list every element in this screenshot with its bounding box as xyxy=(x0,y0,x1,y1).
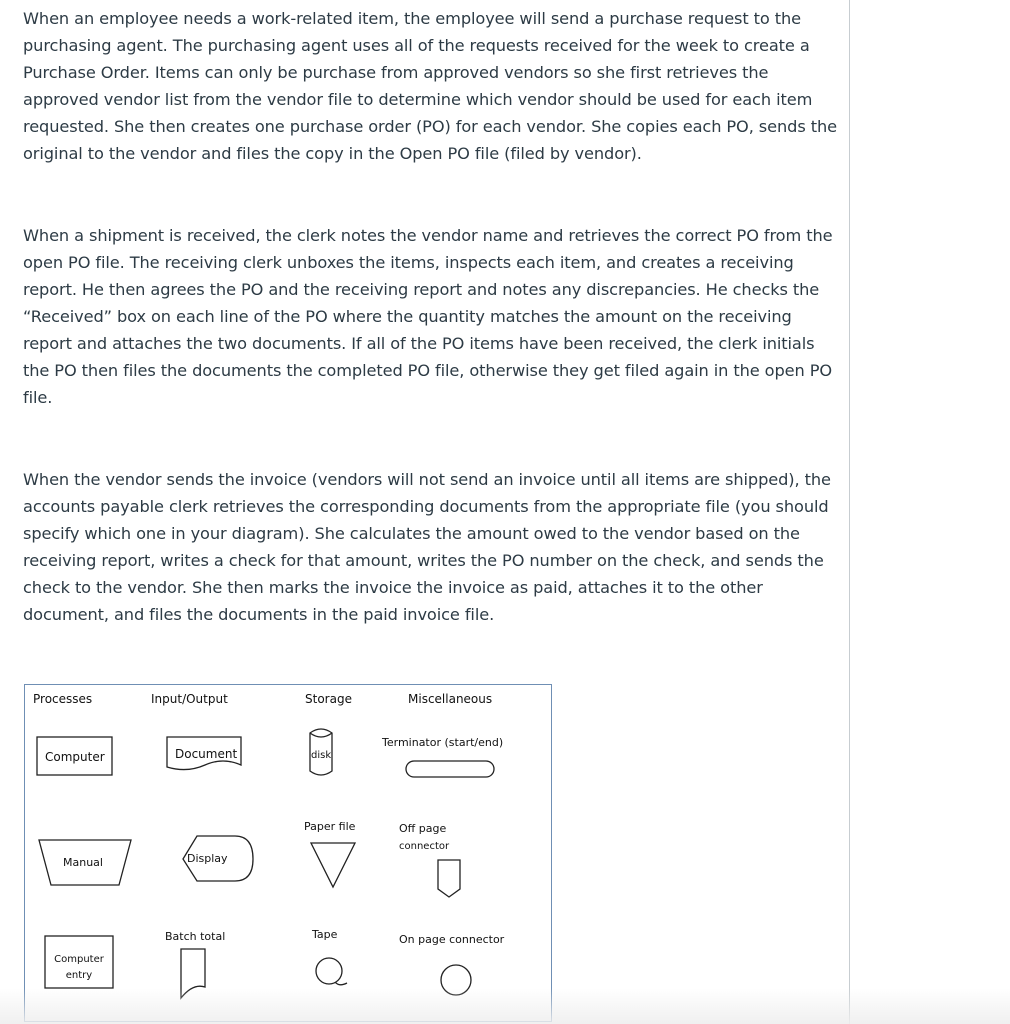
terminator-symbol xyxy=(406,761,494,777)
label-manual: Manual xyxy=(63,856,103,869)
paragraph-receiving: When a shipment is received, the clerk notes the vendor name and retrieves the correct PO from the open PO file. The receiving clerk unboxes the items, inspects each item, and creates a receiving report. He then agrees the PO and the receiving report and notes any discrepancies. He checks the “Received” box on each line of the PO where the quantity matches the amount on the receiving report and attaches the two documents. If all of the PO items have been received, the clerk initials the PO then files the documents the completed PO file, otherwise they get filed again in the open PO file. xyxy=(23,226,833,407)
label-display: Display xyxy=(187,852,228,865)
label-tape: Tape xyxy=(312,928,338,941)
paper-file-symbol xyxy=(311,843,355,887)
label-off-page: Off page xyxy=(399,822,447,835)
header-input-output: Input/Output xyxy=(151,692,228,706)
off-page-connector-symbol xyxy=(438,860,460,897)
tape-symbol xyxy=(316,958,342,984)
label-paper-file: Paper file xyxy=(304,820,356,833)
label-document: Document xyxy=(175,747,238,761)
flowchart-symbol-legend xyxy=(24,684,552,1022)
label-computer: Computer xyxy=(45,750,105,764)
label-terminator: Terminator (start/end) xyxy=(382,736,504,749)
content-right-border xyxy=(849,0,850,1024)
label-off-page-connector: connector xyxy=(399,841,450,852)
label-batch-total: Batch total xyxy=(165,930,226,943)
batch-total-symbol xyxy=(181,949,205,998)
label-computer-entry-line1: Computer xyxy=(54,954,104,965)
on-page-connector-symbol xyxy=(441,965,471,995)
header-storage: Storage xyxy=(305,692,352,706)
header-miscellaneous: Miscellaneous xyxy=(408,692,493,706)
paragraph-accounts-payable: When the vendor sends the invoice (vendors will not send an invoice until all items are shipped), the accounts payable clerk retrieves the corresponding documents from the appropriate file (you should specify which one in your diagram). She calculates the amount owed to the vendor based on the receiving report, writes a check for that amount, writes the PO number on the check, and sends the check to the vendor. She then marks the invoice the invoice as paid, attaches it to the other document, and files the documents in the paid invoice file. xyxy=(23,470,831,624)
label-on-page-connector: On page connector xyxy=(399,933,505,946)
label-computer-entry-line2: entry xyxy=(65,970,93,981)
label-disk: disk xyxy=(311,750,332,761)
paragraph-purchasing: When an employee needs a work-related item, the employee will send a purchase request to the purchasing agent. The purchasing agent uses all of the requests received for the week to create a Purchase Order. Items can only be purchase from approved vendors so she first retrieves the approved vendor list from the vendor file to determine which vendor should be used for each item requested. She then creates one purchase order (PO) for each vendor. She copies each PO, sends the original to the vendor and files the copy in the Open PO file (filed by vendor). xyxy=(23,9,837,163)
header-processes: Processes xyxy=(33,692,93,706)
